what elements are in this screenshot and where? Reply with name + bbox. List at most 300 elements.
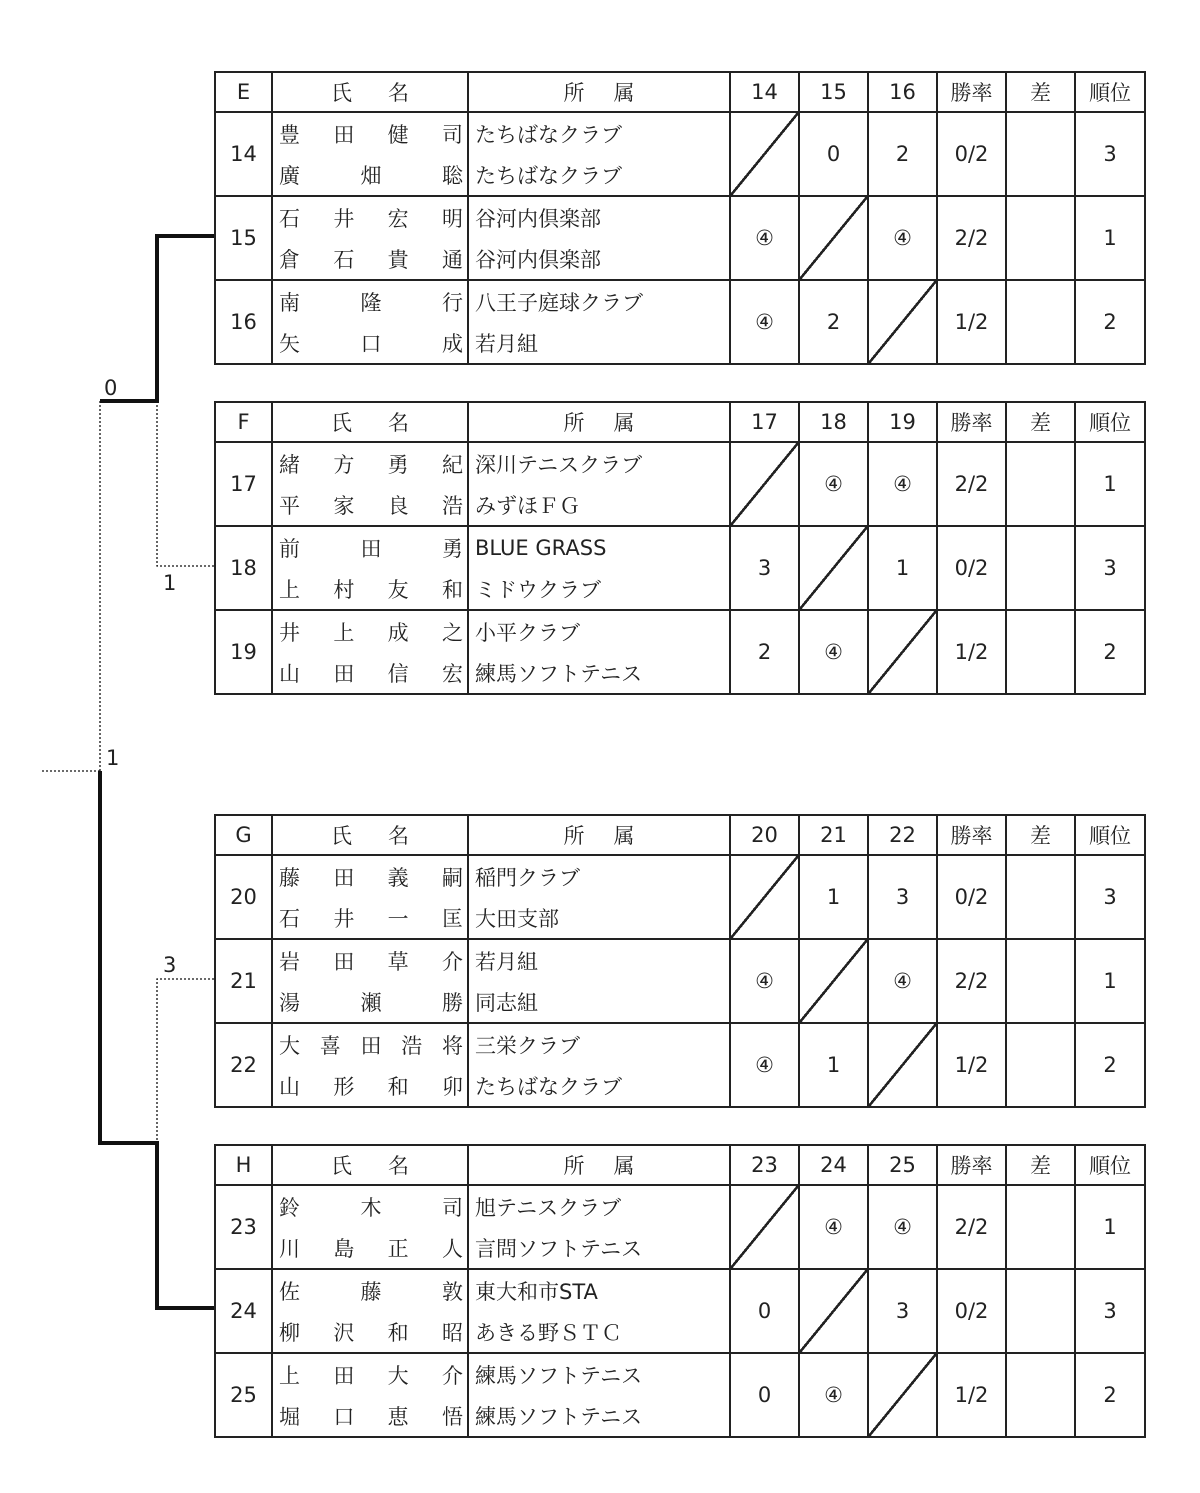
header-rank: 順位 (1075, 815, 1145, 855)
match-result: 3 (868, 1269, 937, 1353)
header-club (468, 1145, 730, 1185)
self-match-cell (868, 610, 937, 694)
team-number: 16 (215, 280, 272, 364)
player-name (273, 1227, 467, 1268)
name-char: 畑 (360, 163, 382, 188)
name-char: 平 (279, 493, 300, 518)
bracket-score-label: 0 (104, 376, 118, 400)
header-char: 名 (388, 411, 409, 435)
name-char: 悟 (441, 1404, 463, 1429)
player-names (272, 442, 468, 526)
match-result: ④ (868, 1185, 937, 1269)
team-number: 19 (215, 610, 272, 694)
header-club-chars (469, 77, 729, 107)
self-match-cell (730, 112, 799, 196)
win-rate: 1/2 (937, 280, 1006, 364)
name-char: 喜 (319, 1033, 341, 1058)
name-char: 緒 (279, 452, 300, 477)
name-char: 石 (333, 247, 355, 272)
bracket-score-label: 1 (163, 571, 177, 595)
win-rate: 0/2 (937, 1269, 1006, 1353)
match-result: ④ (799, 442, 868, 526)
rank: 3 (1075, 526, 1145, 610)
rank: 3 (1075, 112, 1145, 196)
table-row (215, 1185, 1145, 1269)
name-char: 大 (279, 1033, 300, 1058)
header-char: 属 (613, 411, 635, 435)
name-char: 山 (279, 661, 300, 686)
team-number: 23 (215, 1185, 272, 1269)
name-char: 村 (333, 577, 355, 602)
player-names (272, 610, 468, 694)
name-char: 成 (442, 331, 463, 356)
club-name: 同志組 (475, 990, 538, 1015)
match-result: 2 (730, 610, 799, 694)
player-clubs (468, 855, 730, 939)
player-name (273, 238, 467, 279)
club-name: みずほＦＧ (475, 493, 580, 518)
header-char: 名 (388, 824, 409, 848)
player-names (272, 1353, 468, 1437)
header-name (272, 1145, 468, 1185)
name-char: 和 (387, 1320, 409, 1345)
table-row (215, 939, 1145, 1023)
header-club (468, 402, 730, 442)
name-char: 矢 (279, 331, 300, 356)
header-opponent-no: 23 (730, 1145, 799, 1185)
club-name: 三栄クラブ (475, 1033, 580, 1058)
bracket-line-winner-h (100, 771, 214, 1308)
name-char: 佐 (279, 1279, 300, 1304)
win-rate: 2/2 (937, 939, 1006, 1023)
name-char: 大 (387, 1363, 409, 1388)
player-clubs (468, 442, 730, 526)
name-char: 明 (441, 206, 463, 231)
point-diff (1006, 939, 1075, 1023)
self-match-cell (799, 939, 868, 1023)
win-rate: 0/2 (937, 526, 1006, 610)
win-rate: 2/2 (937, 442, 1006, 526)
pool-label: E (215, 72, 272, 112)
name-char: 鈴 (279, 1195, 300, 1220)
name-char: 隆 (360, 290, 382, 315)
table-row (215, 1353, 1145, 1437)
match-result: 1 (799, 855, 868, 939)
table-row (215, 1023, 1145, 1107)
player-name (273, 1311, 467, 1352)
header-char: 所 (563, 81, 585, 105)
player-names (272, 526, 468, 610)
header-char: 氏 (331, 81, 352, 105)
club-name: 若月組 (475, 949, 538, 974)
player-name (273, 652, 467, 693)
header-club (468, 815, 730, 855)
rank: 2 (1075, 1023, 1145, 1107)
name-char: 介 (441, 1363, 463, 1388)
name-char: 倉 (279, 247, 300, 272)
name-char: 将 (442, 1033, 463, 1058)
pool-table-g (214, 814, 1146, 1108)
team-number: 14 (215, 112, 272, 196)
name-char: 一 (387, 906, 409, 931)
rank: 3 (1075, 1269, 1145, 1353)
self-match-cell (730, 855, 799, 939)
name-char: 勇 (387, 452, 409, 477)
team-number: 20 (215, 855, 272, 939)
name-char: 形 (333, 1074, 355, 1099)
point-diff (1006, 526, 1075, 610)
name-char: 勇 (442, 536, 463, 561)
name-char: 豊 (279, 122, 300, 147)
name-char: 司 (442, 1195, 463, 1220)
header-rank: 順位 (1075, 72, 1145, 112)
club-name: 谷河内倶楽部 (475, 206, 601, 231)
player-name (273, 443, 467, 484)
header-win-rate: 勝率 (937, 72, 1006, 112)
name-char: 人 (441, 1236, 463, 1261)
name-char: 信 (387, 661, 409, 686)
header-char: 所 (563, 1154, 585, 1178)
header-opponent-no: 14 (730, 72, 799, 112)
header-club-chars (469, 820, 729, 850)
header-win-rate: 勝率 (937, 402, 1006, 442)
header-opponent-no: 19 (868, 402, 937, 442)
player-clubs (468, 1353, 730, 1437)
rank: 3 (1075, 855, 1145, 939)
player-name (273, 527, 467, 568)
name-char: 田 (333, 949, 355, 974)
header-opponent-no: 24 (799, 1145, 868, 1185)
team-number: 18 (215, 526, 272, 610)
pool-table-h (214, 1144, 1146, 1438)
club-name: 八王子庭球クラブ (475, 290, 643, 315)
name-char: 沢 (333, 1320, 355, 1345)
self-match-cell (868, 280, 937, 364)
club-name: 谷河内倶楽部 (475, 247, 601, 272)
win-rate: 1/2 (937, 1023, 1006, 1107)
point-diff (1006, 442, 1075, 526)
match-result: ④ (730, 280, 799, 364)
player-name (273, 484, 467, 525)
name-char: 南 (279, 290, 300, 315)
name-char: 堀 (279, 1404, 300, 1429)
self-match-cell (868, 1353, 937, 1437)
player-names (272, 855, 468, 939)
player-name (273, 1065, 467, 1106)
match-result: 0 (730, 1353, 799, 1437)
match-result: 0 (799, 112, 868, 196)
match-result: ④ (868, 939, 937, 1023)
name-char: 家 (333, 493, 355, 518)
header-club-chars (469, 1150, 729, 1180)
win-rate: 1/2 (937, 1353, 1006, 1437)
player-name (273, 154, 467, 195)
name-char: 島 (333, 1236, 355, 1261)
name-char: 方 (333, 452, 355, 477)
name-char: 恵 (387, 1404, 409, 1429)
name-char: 良 (387, 493, 409, 518)
club-name: たちばなクラブ (475, 1074, 622, 1099)
rank: 2 (1075, 610, 1145, 694)
header-char: 氏 (331, 824, 352, 848)
name-char: 川 (279, 1236, 300, 1261)
player-name (273, 1270, 467, 1311)
player-name (273, 281, 467, 322)
bracket-line-g (157, 979, 214, 1143)
player-clubs (468, 610, 730, 694)
name-char: 友 (387, 577, 409, 602)
team-number: 15 (215, 196, 272, 280)
point-diff (1006, 1185, 1075, 1269)
club-name: ミドウクラブ (475, 577, 601, 602)
header-name-chars (273, 407, 467, 437)
team-number: 17 (215, 442, 272, 526)
club-name: 若月組 (475, 331, 538, 356)
name-char: 義 (387, 865, 409, 890)
match-result: 0 (730, 1269, 799, 1353)
name-char: 司 (441, 122, 463, 147)
header-opponent-no: 17 (730, 402, 799, 442)
name-char: 岩 (279, 949, 300, 974)
header-char: 所 (563, 411, 585, 435)
point-diff (1006, 196, 1075, 280)
name-char: 田 (360, 536, 382, 561)
header-char: 氏 (331, 411, 352, 435)
name-char: 柳 (279, 1320, 300, 1345)
point-diff (1006, 1023, 1075, 1107)
table-row (215, 112, 1145, 196)
player-names (272, 1185, 468, 1269)
player-clubs (468, 280, 730, 364)
header-opponent-no: 16 (868, 72, 937, 112)
point-diff (1006, 1353, 1075, 1437)
player-clubs (468, 939, 730, 1023)
header-rank: 順位 (1075, 402, 1145, 442)
header-name-chars (273, 77, 467, 107)
player-names (272, 1269, 468, 1353)
match-result: ④ (799, 1185, 868, 1269)
club-name: あきる野ＳＴＣ (475, 1320, 622, 1345)
name-char: 上 (333, 620, 355, 645)
rank: 2 (1075, 1353, 1145, 1437)
name-char: 上 (279, 1363, 300, 1388)
name-char: 紀 (441, 452, 463, 477)
club-name: たちばなクラブ (475, 163, 622, 188)
header-char: 名 (388, 81, 409, 105)
name-char: 井 (279, 620, 300, 645)
player-name (273, 197, 467, 238)
header-name (272, 402, 468, 442)
header-name (272, 72, 468, 112)
self-match-cell (799, 1269, 868, 1353)
self-match-cell (868, 1023, 937, 1107)
self-match-cell (799, 196, 868, 280)
match-result: ④ (799, 610, 868, 694)
match-result: 1 (799, 1023, 868, 1107)
player-names (272, 112, 468, 196)
header-diff: 差 (1006, 402, 1075, 442)
name-char: 廣 (279, 163, 300, 188)
bracket-line-winner-e (100, 236, 214, 401)
name-char: 成 (387, 620, 409, 645)
name-char: 正 (387, 1236, 409, 1261)
name-char: 湯 (279, 990, 300, 1015)
pool-label: F (215, 402, 272, 442)
header-char: 氏 (331, 1154, 352, 1178)
table-row (215, 280, 1145, 364)
name-char: 前 (279, 536, 300, 561)
player-name (273, 897, 467, 938)
name-char: 瀬 (360, 990, 382, 1015)
name-char: 石 (279, 206, 300, 231)
name-char: 和 (387, 1074, 409, 1099)
header-char: 属 (613, 824, 635, 848)
team-number: 25 (215, 1353, 272, 1437)
rank: 1 (1075, 1185, 1145, 1269)
name-char: 貴 (387, 247, 409, 272)
table-row (215, 442, 1145, 526)
name-char: 嗣 (441, 865, 463, 890)
name-char: 宏 (387, 206, 409, 231)
win-rate: 2/2 (937, 1185, 1006, 1269)
player-name (273, 1354, 467, 1395)
win-rate: 2/2 (937, 196, 1006, 280)
name-char: 勝 (442, 990, 463, 1015)
header-name (272, 815, 468, 855)
match-result: ④ (730, 939, 799, 1023)
match-result: ④ (799, 1353, 868, 1437)
club-name: 深川テニスクラブ (475, 452, 643, 477)
pool-label: H (215, 1145, 272, 1185)
name-char: 藤 (360, 1279, 382, 1304)
pool-table-e (214, 71, 1146, 365)
name-char: 敦 (442, 1279, 463, 1304)
pool-label: G (215, 815, 272, 855)
pool-table-f (214, 401, 1146, 695)
name-char: 通 (441, 247, 463, 272)
club-name: 言問ソフトテニス (475, 1236, 643, 1261)
header-opponent-no: 18 (799, 402, 868, 442)
win-rate: 1/2 (937, 610, 1006, 694)
header-win-rate: 勝率 (937, 1145, 1006, 1185)
player-clubs (468, 1269, 730, 1353)
header-opponent-no: 25 (868, 1145, 937, 1185)
header-diff: 差 (1006, 72, 1075, 112)
player-names (272, 1023, 468, 1107)
header-name-chars (273, 1150, 467, 1180)
header-win-rate: 勝率 (937, 815, 1006, 855)
player-name (273, 113, 467, 154)
name-char: 之 (441, 620, 463, 645)
team-number: 22 (215, 1023, 272, 1107)
team-number: 21 (215, 939, 272, 1023)
name-char: 和 (441, 577, 463, 602)
header-opponent-no: 20 (730, 815, 799, 855)
club-name: 大田支部 (475, 906, 559, 931)
win-rate: 0/2 (937, 855, 1006, 939)
name-char: 健 (387, 122, 409, 147)
point-diff (1006, 855, 1075, 939)
name-char: 田 (333, 865, 355, 890)
table-row (215, 610, 1145, 694)
name-char: 口 (333, 1404, 355, 1429)
header-rank: 順位 (1075, 1145, 1145, 1185)
name-char: 口 (360, 331, 382, 356)
rank: 1 (1075, 196, 1145, 280)
player-clubs (468, 1185, 730, 1269)
match-result: 3 (868, 855, 937, 939)
player-name (273, 1186, 467, 1227)
name-char: 介 (441, 949, 463, 974)
rank: 2 (1075, 280, 1145, 364)
player-name (273, 940, 467, 981)
self-match-cell (730, 1185, 799, 1269)
match-result: 2 (799, 280, 868, 364)
name-char: 田 (360, 1033, 382, 1058)
header-diff: 差 (1006, 1145, 1075, 1185)
name-char: 聡 (442, 163, 463, 188)
point-diff (1006, 610, 1075, 694)
club-name: 練馬ソフトテニス (475, 1404, 643, 1429)
player-name (273, 1395, 467, 1436)
club-name: 東大和市STA (475, 1279, 598, 1304)
bracket-score-label: 3 (163, 953, 177, 977)
rank: 1 (1075, 442, 1145, 526)
player-name (273, 611, 467, 652)
header-opponent-no: 22 (868, 815, 937, 855)
name-char: 行 (442, 290, 463, 315)
self-match-cell (799, 526, 868, 610)
match-result: ④ (868, 442, 937, 526)
table-row (215, 526, 1145, 610)
match-result: ④ (730, 1023, 799, 1107)
name-char: 石 (279, 906, 300, 931)
player-clubs (468, 526, 730, 610)
match-result: 1 (868, 526, 937, 610)
name-char: 草 (387, 949, 409, 974)
match-result: ④ (868, 196, 937, 280)
name-char: 井 (333, 206, 355, 231)
team-number: 24 (215, 1269, 272, 1353)
name-char: 山 (279, 1074, 300, 1099)
club-name: BLUE GRASS (475, 535, 607, 560)
rank: 1 (1075, 939, 1145, 1023)
table-row (215, 1269, 1145, 1353)
name-char: 田 (333, 661, 355, 686)
bracket-line-f (157, 401, 214, 566)
player-names (272, 280, 468, 364)
name-char: 田 (333, 122, 355, 147)
table-row (215, 196, 1145, 280)
player-clubs (468, 112, 730, 196)
header-char: 属 (613, 81, 635, 105)
name-char: 宏 (441, 661, 463, 686)
match-result: 2 (868, 112, 937, 196)
player-name (273, 322, 467, 363)
name-char: 井 (333, 906, 355, 931)
header-club (468, 72, 730, 112)
name-char: 匡 (441, 906, 463, 931)
player-names (272, 939, 468, 1023)
club-name: 練馬ソフトテニス (475, 1363, 643, 1388)
player-name (273, 981, 467, 1022)
bracket-score-label: 1 (106, 746, 120, 770)
header-name-chars (273, 820, 467, 850)
self-match-cell (730, 442, 799, 526)
win-rate: 0/2 (937, 112, 1006, 196)
name-char: 浩 (401, 1033, 423, 1058)
header-char: 名 (388, 1154, 409, 1178)
